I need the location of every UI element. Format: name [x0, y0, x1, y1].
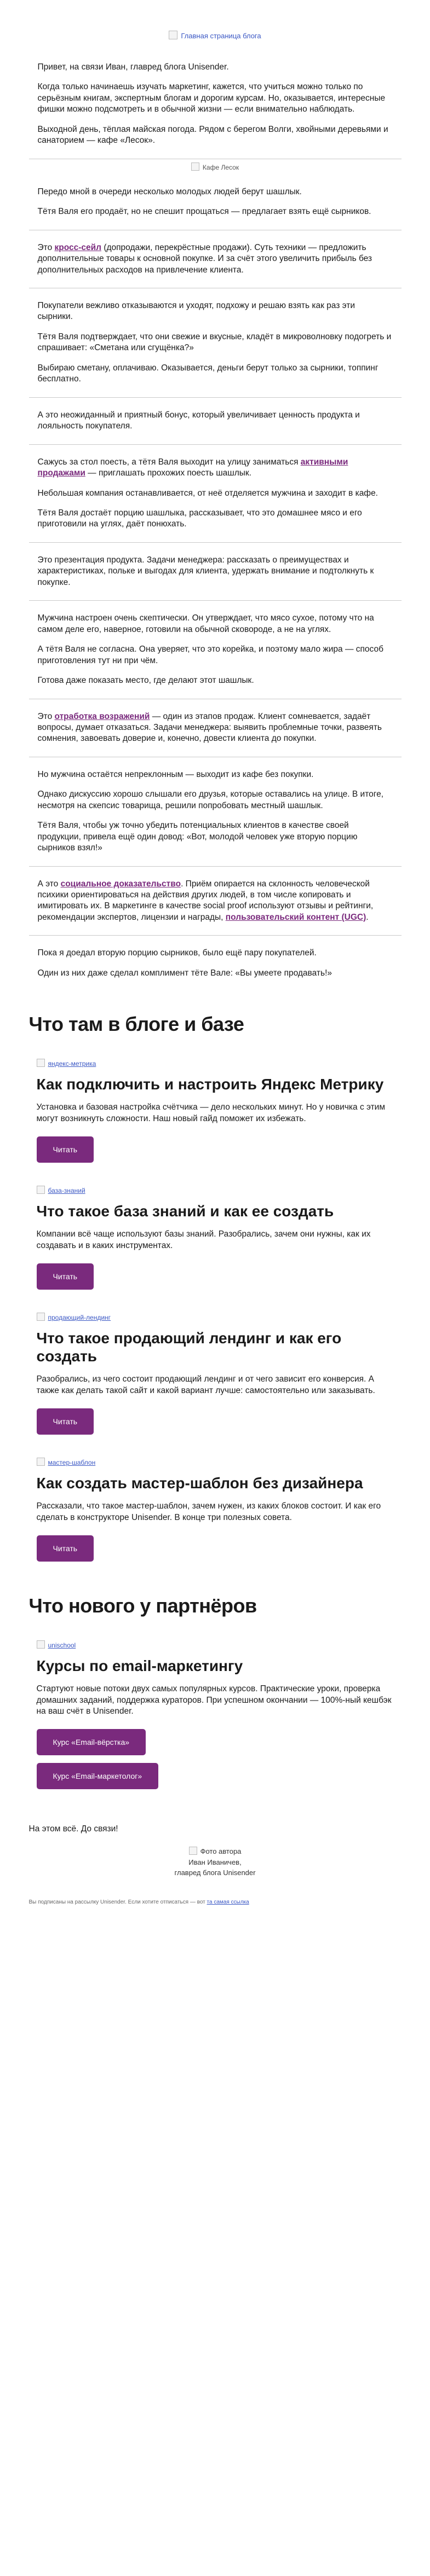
read-button[interactable]: Читать	[37, 1263, 94, 1290]
active-paragraph: Тётя Валя достаёт порцию шашлыка, рассказывает, что это домашнее мясо и его приготовили на углях, даёт понюхать.	[37, 508, 362, 529]
article-text: Разобрались, из чего состоит продающий лендинг и от чего зависит его конверсия. А также как делать такой сайт и какой вариант лучше: самостоятельно или заказывать.	[36, 1374, 375, 1395]
article-text: Рассказали, что такое мастер-шаблон, зачем нужен, из каких блоков состоит. И как его сделать в конструкторе Unisender. В конце три полезных совета.	[36, 1501, 381, 1522]
author-signature	[29, 1843, 402, 1893]
broken-image-icon	[191, 163, 199, 171]
article-card	[29, 1174, 402, 1301]
broken-image-icon	[37, 1458, 45, 1466]
logo-alt-text: Главная страница блога	[181, 32, 261, 40]
text: Сажусь за стол поесть, а тётя Валя выходит на улицу заниматься	[37, 457, 301, 467]
text: Это	[37, 711, 55, 721]
unsubscribe-text: Вы подписаны на рассылку Unisender. Если хотите отписаться — вот	[28, 1899, 205, 1905]
leaves-block	[29, 757, 402, 867]
text: — приглашать прохожих поесть шашлык.	[85, 468, 252, 478]
scene-paragraph: Тётя Валя его продаёт, но не спешит прощаться — предлагает взять ещё сырников.	[37, 207, 371, 217]
blog-logo[interactable]	[29, 0, 402, 50]
broken-image-icon	[37, 1059, 45, 1067]
active-paragraph: Небольшая компания останавливается, от неё отделяется мужчина и заходит в кафе.	[37, 488, 378, 498]
leaves-paragraph: Однако дискуссию хорошо слышали его друзья, которые оставались на улице. В итоге, несмотря на скепсис товарища, решили попробовать местный шашлык.	[37, 790, 384, 810]
scene-block	[29, 175, 402, 230]
broken-image-icon	[37, 1640, 45, 1649]
social-proof-block	[29, 867, 402, 936]
intro-paragraph: Когда только начинаешь изучать маркетинг, кажется, что учиться можно только по серьёзным книгам, экспертным блогам и дорогим курсам. Но, оказывается, интересные фишки можно подсмотреть и в обычной жизни — если внимательно наблюдать.	[37, 82, 386, 114]
article-text: Компании всё чаще используют базы знаний. Разобрались, зачем они нужны, как их создавать и в каких инструментах.	[36, 1229, 371, 1250]
text: Это	[37, 242, 55, 252]
skeptic-paragraph: Мужчина настроен очень скептически. Он утверждает, что мясо сухое, потому что на самом деле его, наверное, готовили на обычной сковороде, а не на углях.	[37, 613, 374, 634]
author-role: главред блога Unisender	[174, 1869, 256, 1877]
active-sales-link[interactable]: активными продажами	[37, 457, 348, 478]
partners-section-title: Что нового у партнёров	[28, 1594, 257, 1617]
blog-section-title: Что там в блоге и базе	[28, 1013, 244, 1036]
text: (допродажи, перекрёстные продажи). Суть техники — предложить дополнительные товары к основной покупке. И за счёт этого увеличить прибыль без дополнительных расходов на привлечение клиента.	[37, 242, 372, 275]
bonus-block	[29, 398, 402, 445]
image-alt: unischool	[48, 1641, 76, 1650]
article-card	[29, 1301, 402, 1446]
objections-link[interactable]: отработка возражений	[54, 711, 150, 721]
author-photo	[29, 1846, 402, 1857]
ending-paragraph: Один из них даже сделал комплимент тёте Вале: «Вы умеете продавать!»	[37, 968, 332, 978]
article-image[interactable]	[37, 1053, 394, 1075]
ending-paragraph: Пока я доедал вторую порцию сырников, было ещё пару покупателей.	[37, 948, 317, 958]
presentation-block	[29, 543, 402, 601]
crosssell-block	[29, 230, 402, 288]
article-title: Как создать мастер-шаблон без дизайнера	[36, 1475, 363, 1492]
broken-image-icon	[37, 1313, 45, 1321]
cafe-image	[29, 159, 402, 175]
leaves-paragraph: Но мужчина остаётся непреклонным — выходит из кафе без покупки.	[37, 769, 314, 779]
skeptic-paragraph: Готова даже показать место, где делают этот шашлык.	[37, 676, 254, 686]
active-paragraph	[38, 457, 393, 479]
greeting: Привет, на связи Иван, главред блога Unisender.	[37, 62, 229, 72]
refuse-block	[29, 288, 402, 398]
social-proof-link[interactable]: социальное доказательство	[60, 879, 181, 889]
cafe-image-alt: Кафе Лесок	[202, 163, 239, 171]
article-title: Как подключить и настроить Яндекс Метрику	[36, 1076, 384, 1093]
objections-block	[29, 699, 402, 757]
course-email-marketer-button[interactable]: Курс «Email-маркетолог»	[37, 1763, 159, 1789]
article-title: Что такое база знаний и как ее создать	[36, 1203, 334, 1220]
ending-block	[29, 936, 402, 991]
author-name: Иван Иваничев,	[188, 1858, 242, 1866]
social-paragraph	[38, 879, 393, 924]
text: А это	[37, 879, 61, 889]
letter-content	[29, 50, 402, 1918]
article-image[interactable]	[37, 1452, 394, 1474]
crosssell-link[interactable]: кросс-сейл	[54, 242, 102, 252]
text: . Приём опирается на склонность человеческой психики ориентироваться на действия других людей, в том числе копировать и имитировать их. В маркетинге в качестве social proof используют отзывы и рейтинги, рекомендации экспертов, лицензии и награды,	[37, 879, 374, 922]
read-button[interactable]: Читать	[37, 1535, 94, 1562]
author-photo-alt: Фото автора	[200, 1847, 242, 1856]
skeptic-block	[29, 601, 402, 699]
refuse-paragraph: Покупатели вежливо отказываются и уходят, подхожу и решаю взять как раз эти сырники.	[37, 300, 355, 322]
image-alt: яндекс-метрика	[48, 1060, 96, 1068]
active-sales-block	[29, 445, 402, 543]
partner-card	[29, 1628, 402, 1808]
partner-text: Стартуют новые потоки двух самых популярных курсов. Практические уроки, проверка домашних заданий, поддержка кураторов. При успешном окончании — 100%-ный кешбэк на ваш счёт в Unisender.	[36, 1684, 392, 1716]
skeptic-paragraph: А тётя Валя не согласна. Она уверяет, что это корейка, и поэтому мало жира — способ приготовления тут ни при чём.	[37, 645, 383, 665]
course-email-layout-button[interactable]: Курс «Email-вёрстка»	[37, 1729, 146, 1755]
presentation-paragraph: Это презентация продукта. Задачи менеджера: рассказать о преимуществах и характеристиках, польке и выгодах для клиента, удержать внимание и подтолкнуть к покупке.	[37, 555, 374, 587]
text: .	[366, 912, 369, 922]
ugc-link[interactable]: пользовательский контент (UGC)	[225, 912, 366, 922]
goodbye-text: На этом всё. До связи!	[28, 1824, 118, 1834]
leaves-paragraph: Тётя Валя, чтобы уж точно убедить потенциальных клиентов в качестве своей продукции, привела ещё один довод: «Вот, молодой человек уже вторую порцию сырников взял!»	[37, 821, 358, 853]
unsubscribe-note	[29, 1893, 402, 1918]
read-button[interactable]: Читать	[37, 1408, 94, 1435]
article-card	[29, 1047, 402, 1174]
unsubscribe-link[interactable]: та самая ссылка	[207, 1899, 249, 1905]
objections-paragraph	[38, 711, 393, 745]
image-alt: продающий-лендинг	[48, 1314, 111, 1322]
partner-image[interactable]	[37, 1635, 394, 1657]
image-alt: мастер-шаблон	[48, 1459, 96, 1467]
refuse-paragraph: Тётя Валя подтверждает, что они свежие и вкусные, кладёт в микроволновку подогреть и спрашивает: «Сметана или сгущёнка?»	[37, 332, 392, 353]
refuse-paragraph: Выбираю сметану, оплачиваю. Оказывается, деньги берут только за сырники, топпинг бесплатно.	[37, 363, 379, 384]
read-button[interactable]: Читать	[37, 1136, 94, 1163]
partner-title: Курсы по email-маркетингу	[36, 1657, 243, 1675]
article-title: Что такое продающий лендинг и как его создать	[36, 1330, 342, 1365]
broken-image-icon	[169, 31, 177, 39]
article-image[interactable]	[37, 1180, 394, 1202]
article-card	[29, 1446, 402, 1573]
bonus-paragraph: А это неожиданный и приятный бонус, который увеличивает ценность продукта и лояльность покупателя.	[37, 410, 360, 431]
broken-image-icon	[189, 1847, 197, 1855]
article-text: Установка и базовая настройка счётчика — дело нескольких минут. Но у новичка с этим могут возникнуть сложности. Наш новый гайд поможет их избежать.	[36, 1103, 385, 1123]
broken-image-icon	[37, 1186, 45, 1194]
scene-paragraph: Передо мной в очереди несколько молодых людей берут шашлык.	[37, 187, 302, 196]
intro-block	[29, 50, 402, 159]
image-alt: база-знаний	[48, 1187, 85, 1195]
article-image[interactable]	[37, 1307, 394, 1329]
crosssell-paragraph	[38, 242, 393, 276]
intro-paragraph: Выходной день, тёплая майская погода. Рядом с берегом Волги, хвойными деревьями и санаторием — кафе «Лесок».	[37, 124, 388, 146]
text: — один из этапов продаж. Клиент сомневается, задаёт вопросы, думает отказаться. Задачи менеджера: выявить проблемные точки, развеять сомнения, завоевать доверие и, конечно, довести клиента до покупки.	[37, 711, 382, 744]
